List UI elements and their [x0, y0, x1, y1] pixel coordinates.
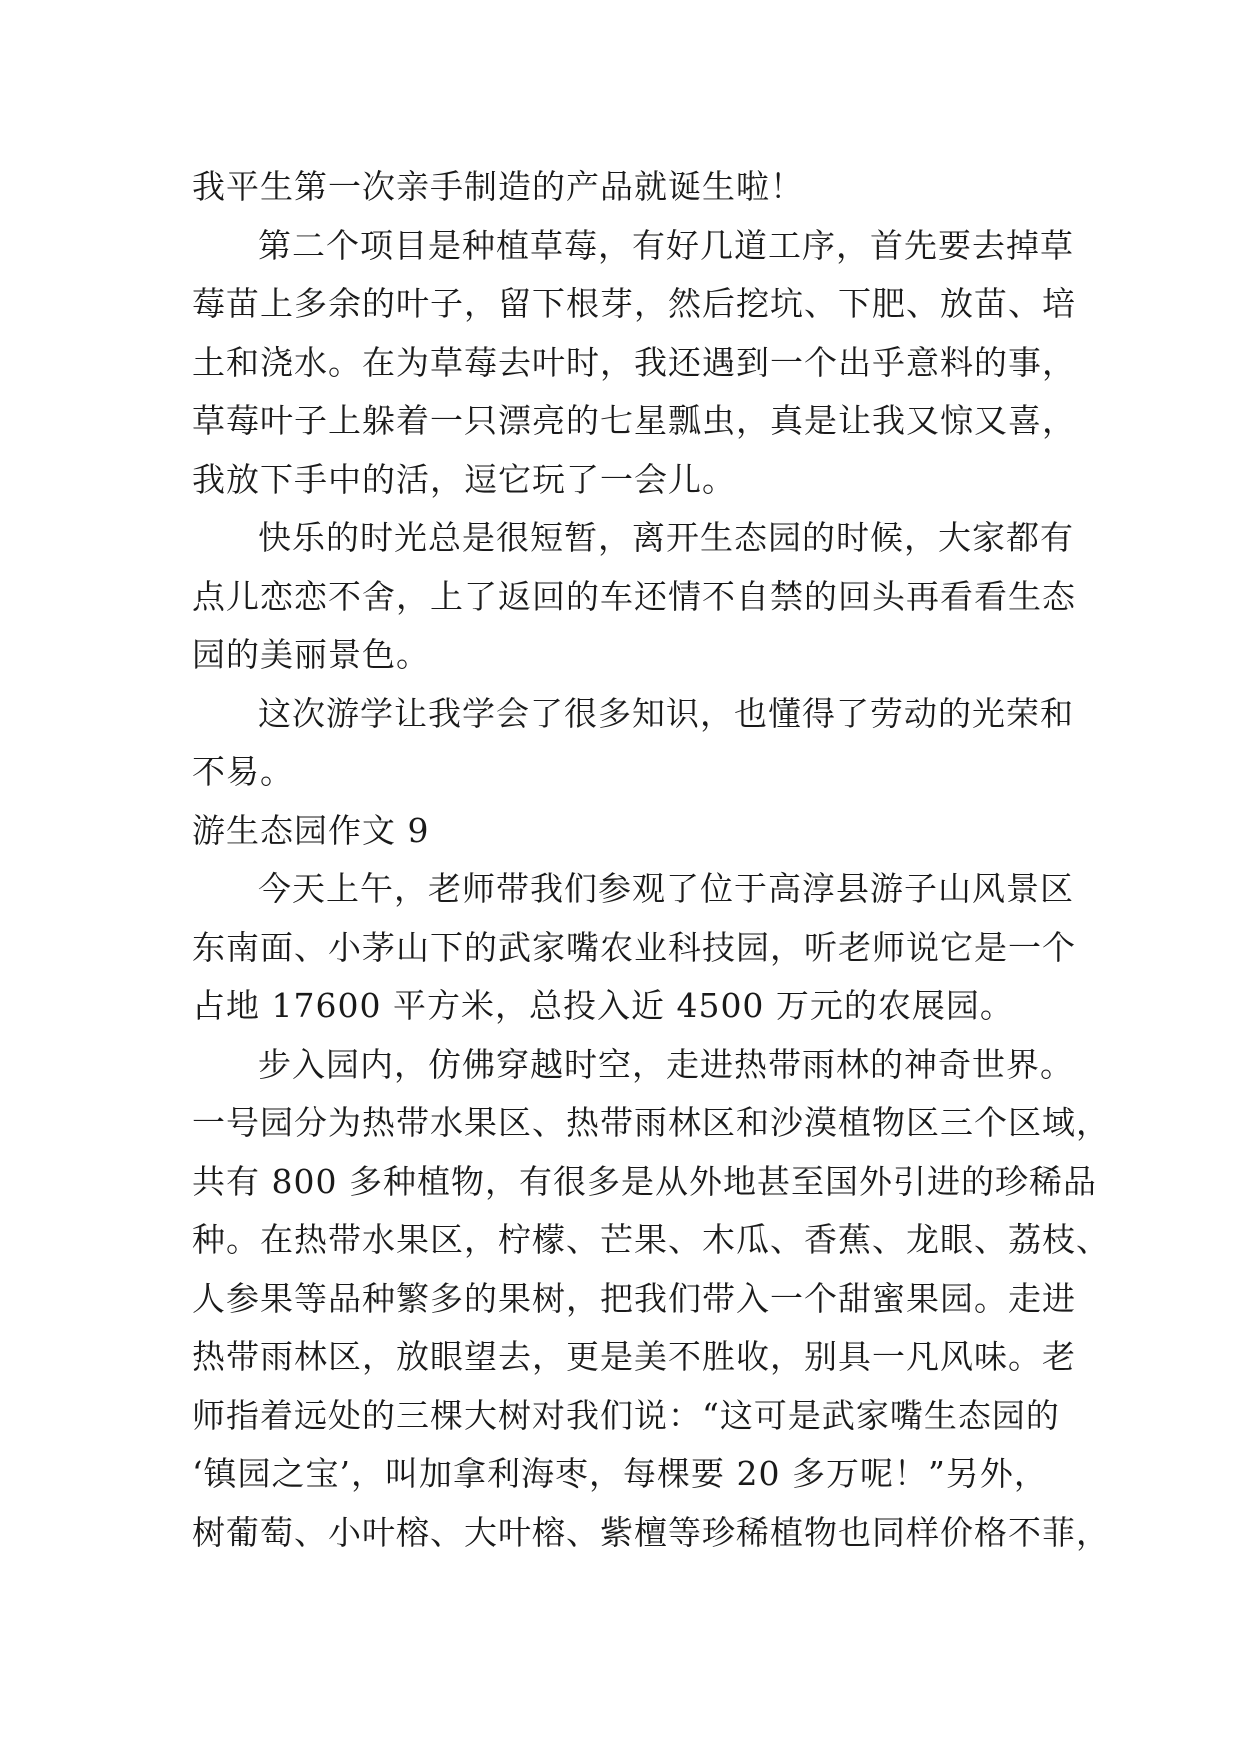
text-line: 热带雨林区，放眼望去，更是美不胜收，别具一凡风味。老 [192, 1337, 1076, 1376]
text-line: 一号园分为热带水果区、热带雨林区和沙漠植物区三个区域， [192, 1103, 1110, 1142]
text-line: 快乐的时光总是很短暂，离开生态园的时候，大家都有 [258, 518, 1074, 557]
body-text [192, 158, 1110, 1562]
text-line: 这次游学让我学会了很多知识，也懂得了劳动的光荣和 [258, 693, 1074, 733]
text-line: 土和浇水。在为草莓去叶时，我还遇到一个出乎意料的事， [192, 342, 1076, 382]
text-line: 我放下手中的活，逗它玩了一会儿。 [192, 459, 736, 499]
text-line: 莓苗上多余的叶子，留下根芽，然后挖坑、下肥、放苗、培 [192, 284, 1076, 323]
text-line: 今天上午，老师带我们参观了位于高淳县游子山风景区 [258, 869, 1074, 908]
text-line: 游生态园作文 9 [192, 810, 430, 850]
text-line: 占地 17600 平方米，总投入近 4500 万元的农展园。 [192, 986, 1014, 1025]
text-line: 树葡萄、小叶榕、大叶榕、紫檀等珍稀植物也同样价格不菲， [192, 1512, 1110, 1552]
text-line: 第二个项目是种植草莓，有好几道工序，首先要去掉草 [258, 225, 1074, 265]
text-line: 不易。 [192, 752, 294, 791]
text-line: 种。在热带水果区，柠檬、芒果、木瓜、香蕉、龙眼、荔枝、 [192, 1220, 1110, 1259]
text-line: 我平生第一次亲手制造的产品就诞生啦！ [192, 167, 804, 206]
text-line: 草莓叶子上躲着一只漂亮的七星瓢虫，真是让我又惊又喜， [192, 401, 1076, 440]
text-line: 步入园内，仿佛穿越时空，走进热带雨林的神奇世界。 [258, 1044, 1074, 1084]
text-line: 人参果等品种繁多的果树，把我们带入一个甜蜜果园。走进 [192, 1278, 1076, 1318]
text-line: 点儿恋恋不舍，上了返回的车还情不自禁的回头再看看生态 [192, 576, 1076, 616]
text-line: 园的美丽景色。 [192, 635, 430, 674]
text-line: ‘镇园之宝’，叫加拿利海枣，每棵要 20 多万呢！”另外， [192, 1454, 1048, 1493]
text-line: 共有 800 多种植物，有很多是从外地甚至国外引进的珍稀品 [192, 1161, 1097, 1201]
text-line: 东南面、小茅山下的武家嘴农业科技园，听老师说它是一个 [192, 927, 1076, 967]
text-line: 师指着远处的三棵大树对我们说：“这可是武家嘴生态园的 [192, 1395, 1060, 1435]
